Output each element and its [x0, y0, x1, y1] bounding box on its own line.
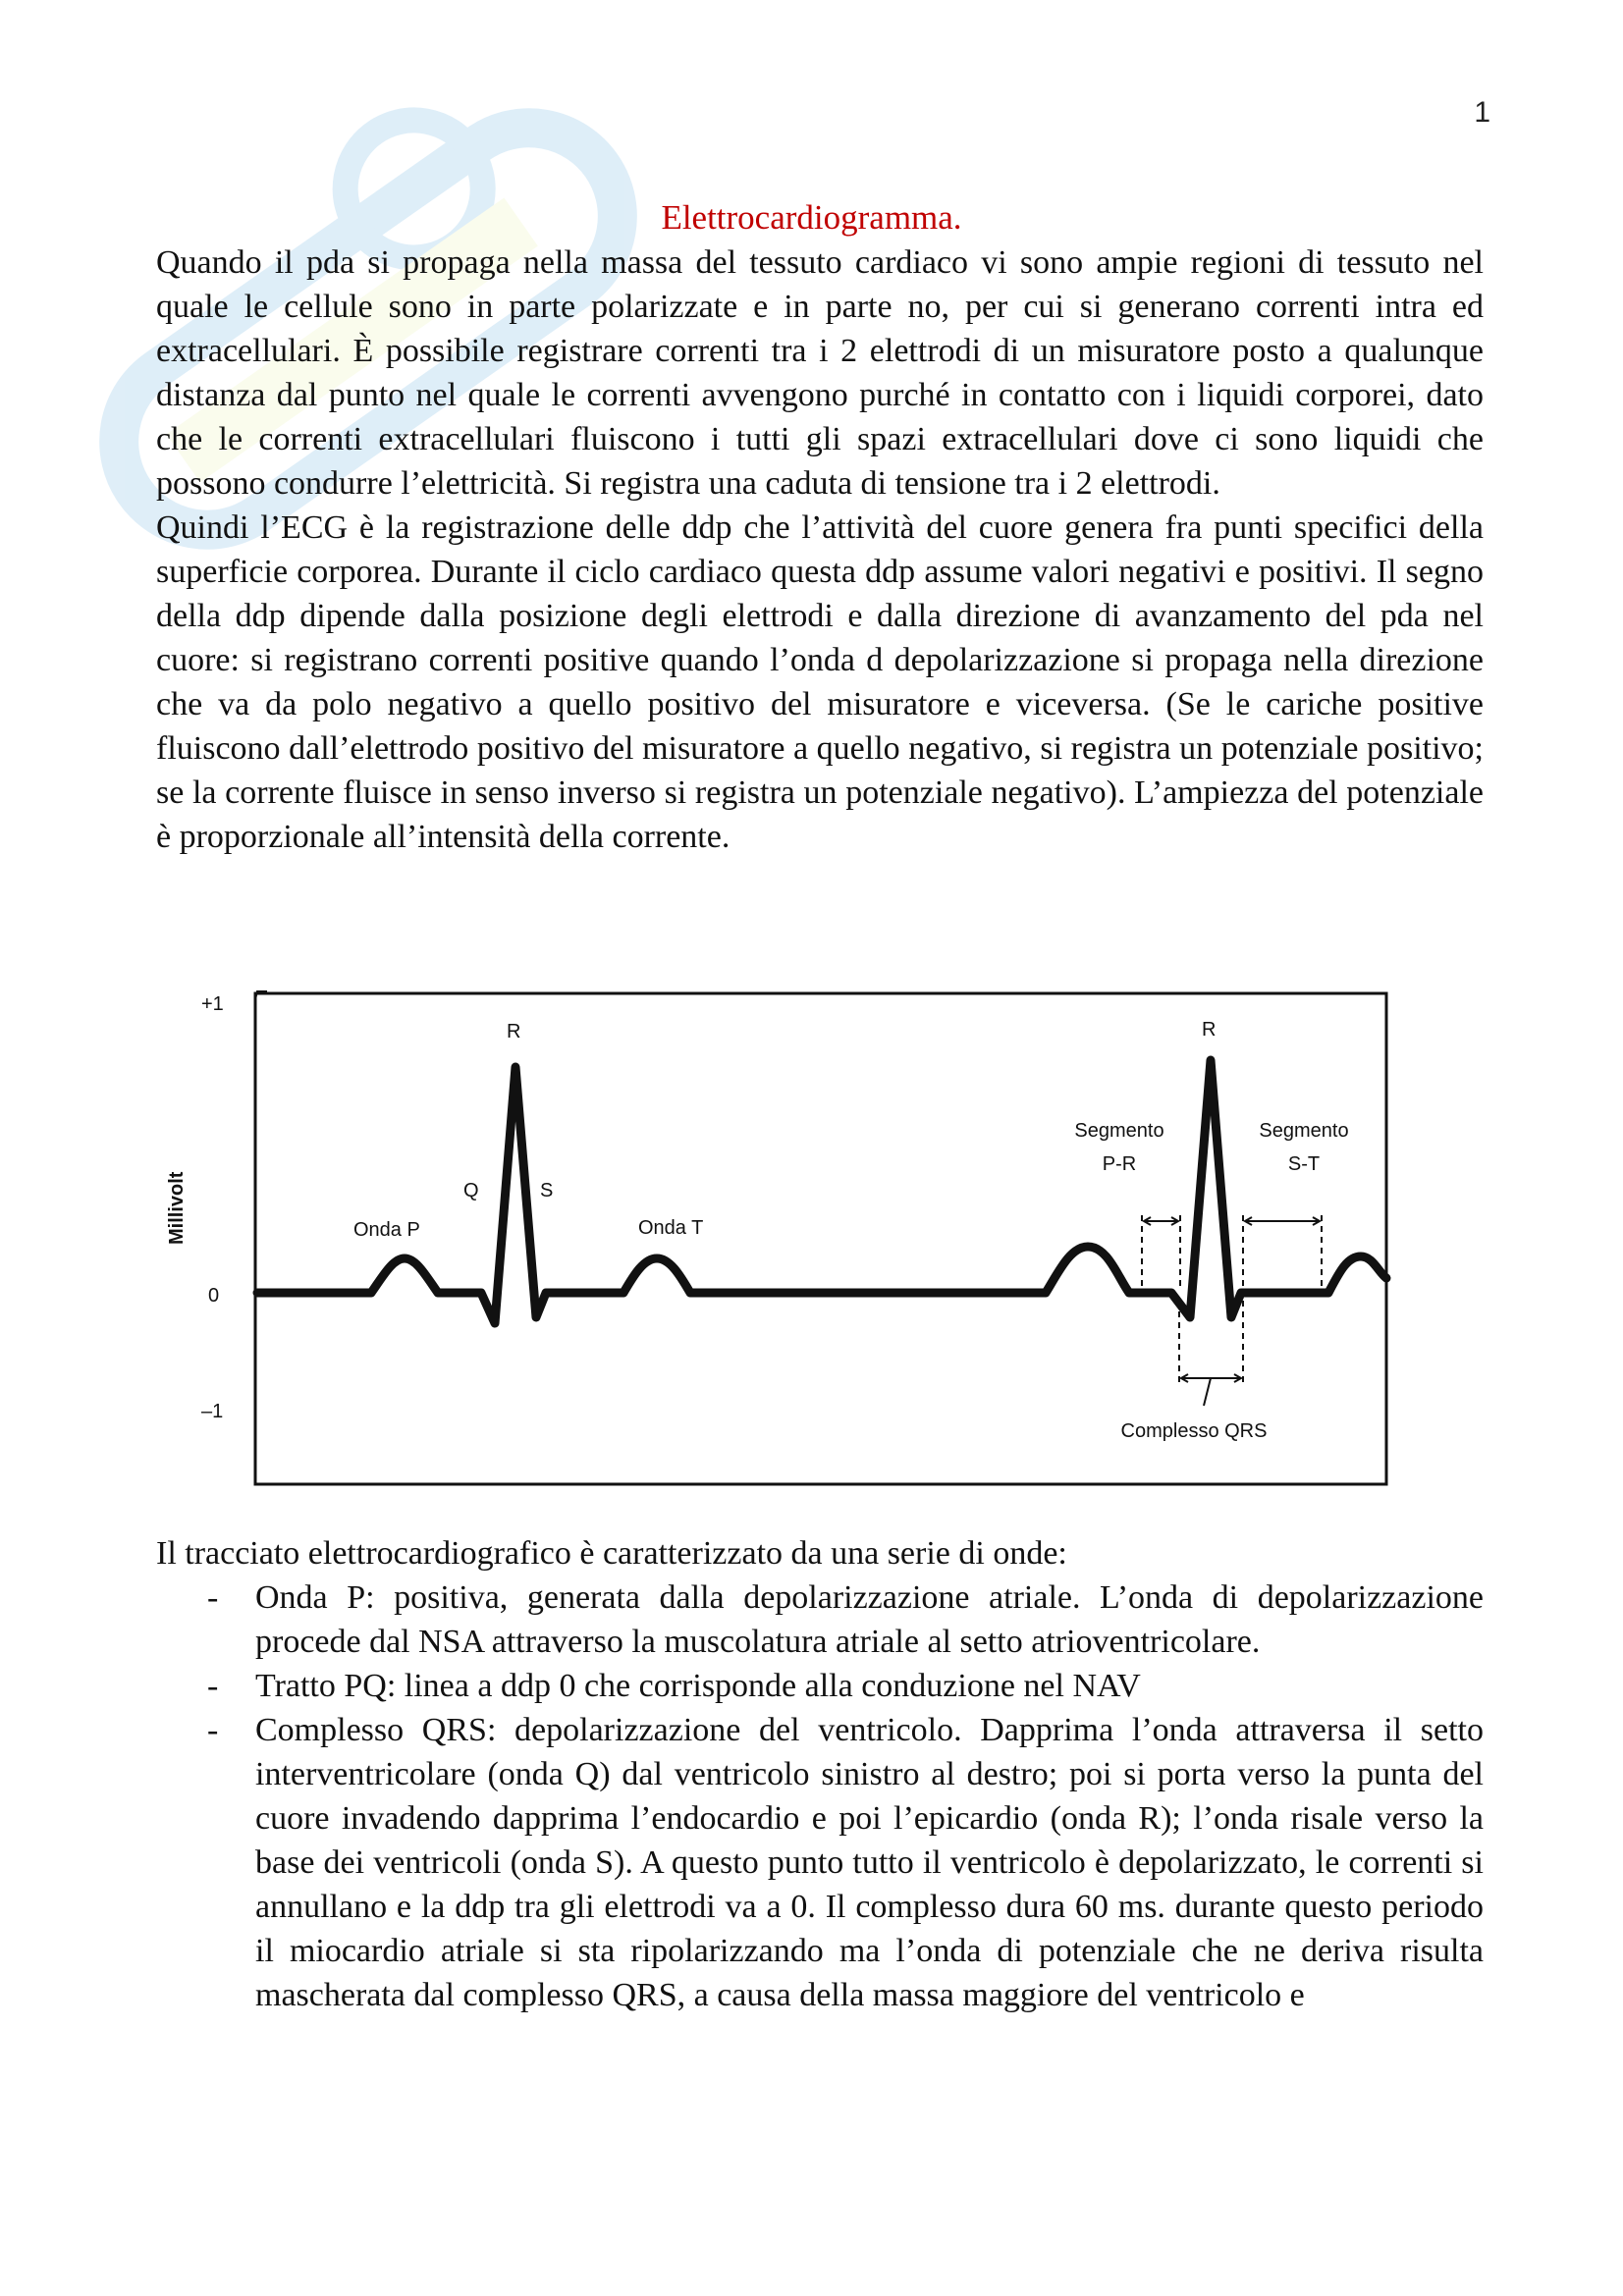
body-text: [156, 240, 1484, 859]
figure-frame: [255, 993, 1386, 1484]
st-bracket: [1243, 1215, 1322, 1286]
pr-bracket: [1142, 1215, 1180, 1286]
y-tick-zero: 0: [208, 1285, 220, 1307]
y-axis-label: Millivolt: [166, 1171, 188, 1245]
list-item: [156, 1664, 1484, 1708]
list-dash: -: [207, 1579, 219, 1616]
list-item-text: Complesso QRS: depolarizzazione del ventricolo. Dapprima l’onda attraversa il setto interventricolare (onda Q) dal ventricolo sinistro al destro; poi si porta verso la punta del cuore invadendo dapprima l’endocardio e poi l’epicardio (onda R); l’onda risale verso la base dei ventricoli (onda S). A questo punto tutto il ventricolo è depolarizzato, le correnti si annullano e la ddp tra gli elettrodi va a 0. Il complesso dura 60 ms. durante questo periodo il miocardio atriale si sta ripolarizzando ma l’onda di potenziale che ne deriva risulta mascherata dal complesso QRS, a causa della massa maggiore del ventricolo e: [255, 1712, 1484, 2013]
ecg-trace: [257, 1060, 1386, 1323]
paragraph: Quando il pda si propaga nella massa del tessuto cardiaco vi sono ampie regioni di tessuto nel quale le cellule sono in parte polarizzate e in parte no, per cui si generano correnti intra ed extracellulari. È possibile registrare correnti tra i 2 elettrodi di un misuratore posto a qualunque distanza dal punto nel quale le correnti avvengono purché in contatto con i liquidi corporei, dato che le correnti extracellulari fluiscono i tutti gli spazi extracellulari dove ci sono liquidi che possono condurre l’elettricità. Si registra una caduta di tensione tra i 2 elettrodi.: [156, 244, 1484, 502]
page-title: Elettrocardiogramma.: [661, 198, 962, 237]
list-intro: Il tracciato elettrocardiografico è caratterizzato da una serie di onde:: [156, 1535, 1067, 1572]
label-r1: R: [507, 1021, 521, 1042]
list-item: [156, 1575, 1484, 1664]
label-s: S: [540, 1180, 554, 1201]
label-segmento-st: Segmento: [1259, 1120, 1349, 1142]
paragraph: Quindi l’ECG è la registrazione delle ddp che l’attività del cuore genera fra punti specifici della superficie corporea. Durante il ciclo cardiaco questa ddp assume valori negativi e positivi. Il segno della ddp dipende dalla posizione degli elettrodi e dalla direzione di avanzamento del pda nel cuore: si registrano correnti positive quando l’onda d depolarizzazione si propaga nella direzione che va da polo negativo a quello positivo del misuratore e viceversa. (Se le cariche positive fluiscono dall’elettrodo positivo del misuratore a quello negativo, si registra un potenziale positivo; se la corrente fluisce in senso inverso si registra un potenziale negativo). L’ampiezza del potenziale è proporzionale all’intensità della corrente.: [156, 509, 1484, 855]
label-onda-p: Onda P: [353, 1219, 420, 1241]
ecg-figure: [147, 982, 1394, 1502]
list-item: [156, 1708, 1484, 2017]
y-tick-plus1: +1: [201, 993, 224, 1015]
label-st: S-T: [1287, 1153, 1321, 1175]
wave-list: [156, 1575, 1484, 2017]
label-complesso-qrs: Complesso QRS: [1120, 1420, 1268, 1442]
list-dash: -: [207, 1712, 219, 1748]
label-r2: R: [1202, 1019, 1217, 1041]
page-number: 1: [1474, 96, 1490, 129]
label-q: Q: [463, 1180, 479, 1201]
list-item-text: Onda P: positiva, generata dalla depolarizzazione atriale. L’onda di depolarizzazione procede dal NSA attraverso la muscolatura atriale al setto atrioventricolare.: [255, 1579, 1484, 1660]
label-onda-t: Onda T: [638, 1217, 704, 1239]
label-segmento-pr: Segmento: [1074, 1120, 1164, 1142]
label-pr: P-R: [1102, 1153, 1137, 1175]
list-item-text: Tratto PQ: linea a ddp 0 che corrisponde alla conduzione nel NAV: [255, 1668, 1141, 1704]
list-dash: -: [207, 1668, 219, 1704]
y-tick-minus1: –1: [201, 1401, 224, 1422]
